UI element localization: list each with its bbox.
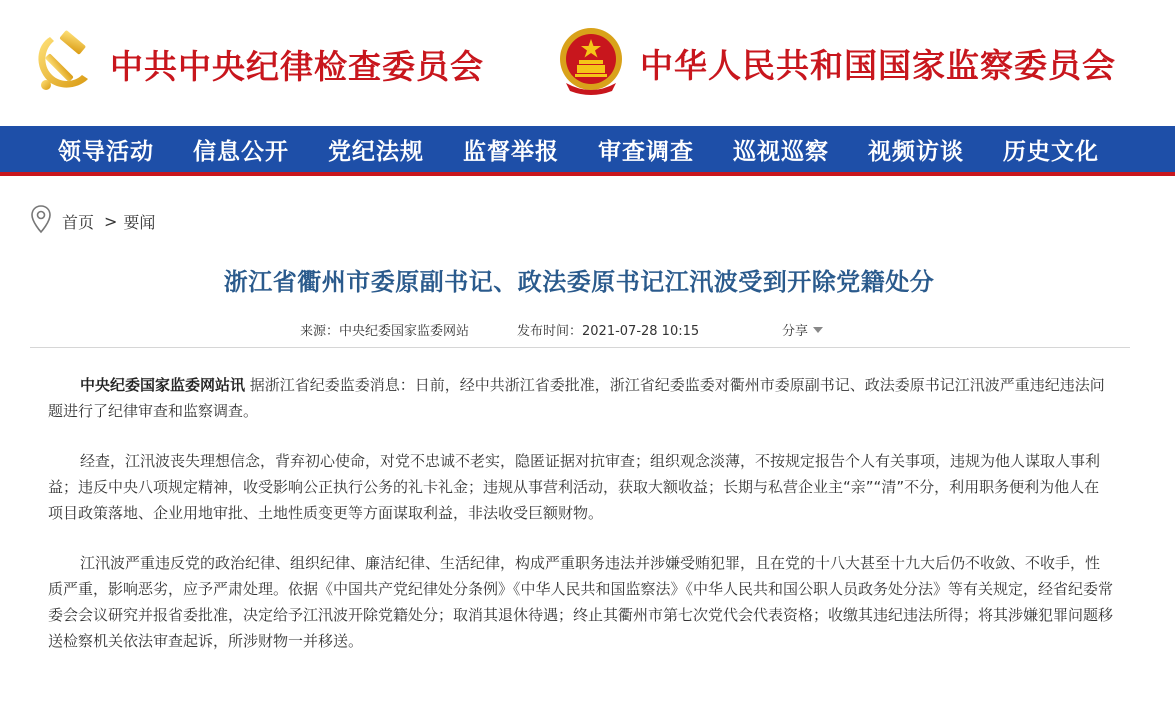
paragraph-3: 江汛波严重违反党的政治纪律、组织纪律、廉洁纪律、生活纪律，构成严重职务违法并涉嫌受贿犯罪，且在党的十八大甚至十九大后仍不收敛、不收手，性质严重，影响恶劣，应予严肃处理。依据《中国共产党纪律处分条例》《中华人民共和国监察法》《中华人民共和国公职人员政务处分法》等有关规定，经省纪委常委会会议研究并报省委批准，决定给予江汛波开除党籍处分；取消其退休待遇；终止其衢州市第七次党代会代表资格；收缴其违纪违法所得；将其涉嫌犯罪问题移送检察机关依法审查起诉，所涉财物一并移送。	[48, 554, 1114, 650]
article-body	[48, 372, 1114, 678]
divider	[30, 347, 1130, 348]
share-button[interactable]	[782, 320, 823, 339]
paragraph-2: 经查，江汛波丧失理想信念，背弃初心使命，对党不忠诚不老实，隐匿证据对抗审查；组织观念淡薄，不按规定报告个人有关事项，违规为他人谋取人事利益；违反中央八项规定精神，收受影响公正执行公务的礼卡礼金；违规从事营利活动，获取大额收益；长期与私营企业主“亲”“清”不分，利用职务便利为他人在项目政策落地、企业用地审批、土地性质变更等方面谋取利益，非法收受巨额财物。	[48, 452, 1101, 522]
site-header	[0, 0, 1175, 126]
nav-item-leadership[interactable]: 领导活动	[58, 137, 154, 165]
article-date: 发布时间：2021-07-28 10:15	[517, 324, 700, 339]
ccdi-brand[interactable]	[30, 28, 484, 100]
nav-item-supervision-report[interactable]: 监督举报	[463, 137, 559, 165]
breadcrumb-separator: >	[104, 211, 118, 231]
main-nav	[0, 126, 1175, 176]
article-title: 浙江省衢州市委原副书记、政法委原书记江汛波受到开除党籍处分	[223, 268, 935, 296]
nav-item-history-culture[interactable]: 历史文化	[1003, 137, 1099, 165]
ccdi-title: 中共中央纪律检查委员会	[110, 46, 484, 86]
nav-item-info-disclosure[interactable]: 信息公开	[193, 137, 289, 165]
nav-item-regulations[interactable]: 党纪法规	[328, 137, 424, 165]
article-meta	[0, 318, 1158, 340]
location-pin-icon	[30, 204, 52, 238]
nsc-title: 中华人民共和国国家监察委员会	[640, 45, 1116, 85]
share-label: 分享	[782, 324, 809, 339]
party-emblem-icon	[30, 29, 96, 99]
national-emblem-icon	[556, 25, 626, 101]
chevron-down-icon	[813, 327, 823, 333]
breadcrumb-home[interactable]: 首页	[62, 212, 95, 232]
breadcrumb-current[interactable]: 要闻	[123, 212, 156, 232]
article-lead: 中央纪委国家监委网站讯	[80, 376, 246, 394]
nsc-brand[interactable]	[556, 26, 1116, 100]
paragraph-1-text: 据浙江省纪委监委消息：日前，经中共浙江省委批准，浙江省纪委监委对衢州市委原副书记、政法委原书记江汛波严重违纪违法问题进行了纪律审查和监察调查。	[48, 376, 1105, 420]
paragraph-1	[48, 372, 1114, 424]
breadcrumb	[30, 206, 155, 236]
nav-item-video-interviews[interactable]: 视频访谈	[868, 137, 964, 165]
article-source: 来源：中央纪委国家监委网站	[300, 324, 470, 339]
nav-item-inspection[interactable]: 巡视巡察	[733, 137, 829, 165]
nav-item-investigation[interactable]: 审查调查	[598, 137, 694, 165]
